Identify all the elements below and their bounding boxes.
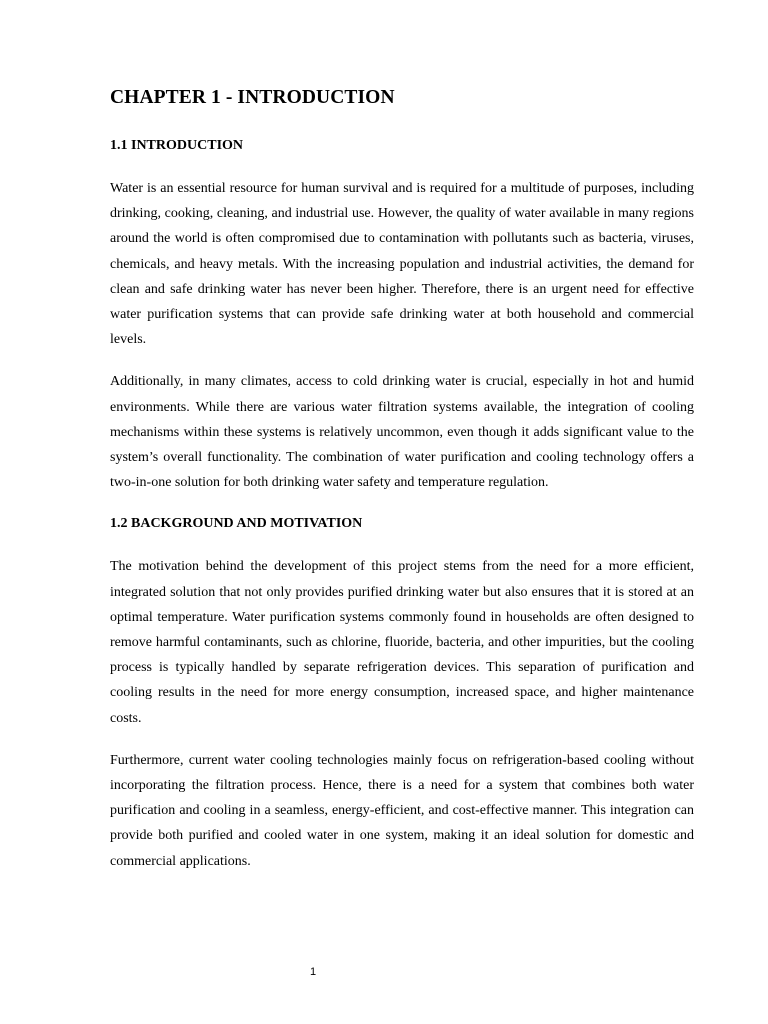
section-heading-background-motivation: 1.2 BACKGROUND AND MOTIVATION xyxy=(110,516,363,532)
page-number: 1 xyxy=(309,966,317,978)
document-page xyxy=(110,84,694,874)
paragraph: Water is an essential resource for human survival and is required for a multitude of purposes, including drinking, cooking, cleaning, and industrial use. However, the quality of water available in many regions around the world is often compromised due to contamination with pollutants such as bacteria, viruses, chemicals, and heavy metals. With the increasing population and industrial activities, the demand for clean and safe drinking water has never been higher. Therefore, there is an urgent need for effective water purification systems that can provide safe drinking water at both household and commercial levels. xyxy=(110,181,694,348)
paragraph: Additionally, in many climates, access to cold drinking water is crucial, especially in hot and humid environments. While there are various water filtration systems available, the integration of cooling mechanisms within these systems is relatively uncommon, even though it adds significant value to the system’s overall functionality. The combination of water purification and cooling technology offers a two-in-one solution for both drinking water safety and temperature regulation. xyxy=(110,374,694,491)
paragraph: The motivation behind the development of this project stems from the need for a more efficient, integrated solution that not only provides purified drinking water but also ensures that it is stored at an optimal temperature. Water purification systems commonly found in households are often designed to remove harmful contaminants, such as chlorine, fluoride, bacteria, and other impurities, but the cooling process is typically handled by separate refrigeration devices. This separation of purification and cooling results in the need for more energy consumption, increased space, and higher maintenance costs. xyxy=(110,559,694,726)
section-heading-introduction: 1.1 INTRODUCTION xyxy=(110,138,244,153)
paragraph: Furthermore, current water cooling technologies mainly focus on refrigeration-based cooling without incorporating the filtration process. Hence, there is a need for a system that combines both water purification and cooling in a seamless, energy-efficient, and cost-effective manner. This integration can provide both purified and cooled water in one system, making it an ideal solution for domestic and commercial applications. xyxy=(110,752,694,869)
chapter-title: CHAPTER 1 - INTRODUCTION xyxy=(110,87,395,108)
